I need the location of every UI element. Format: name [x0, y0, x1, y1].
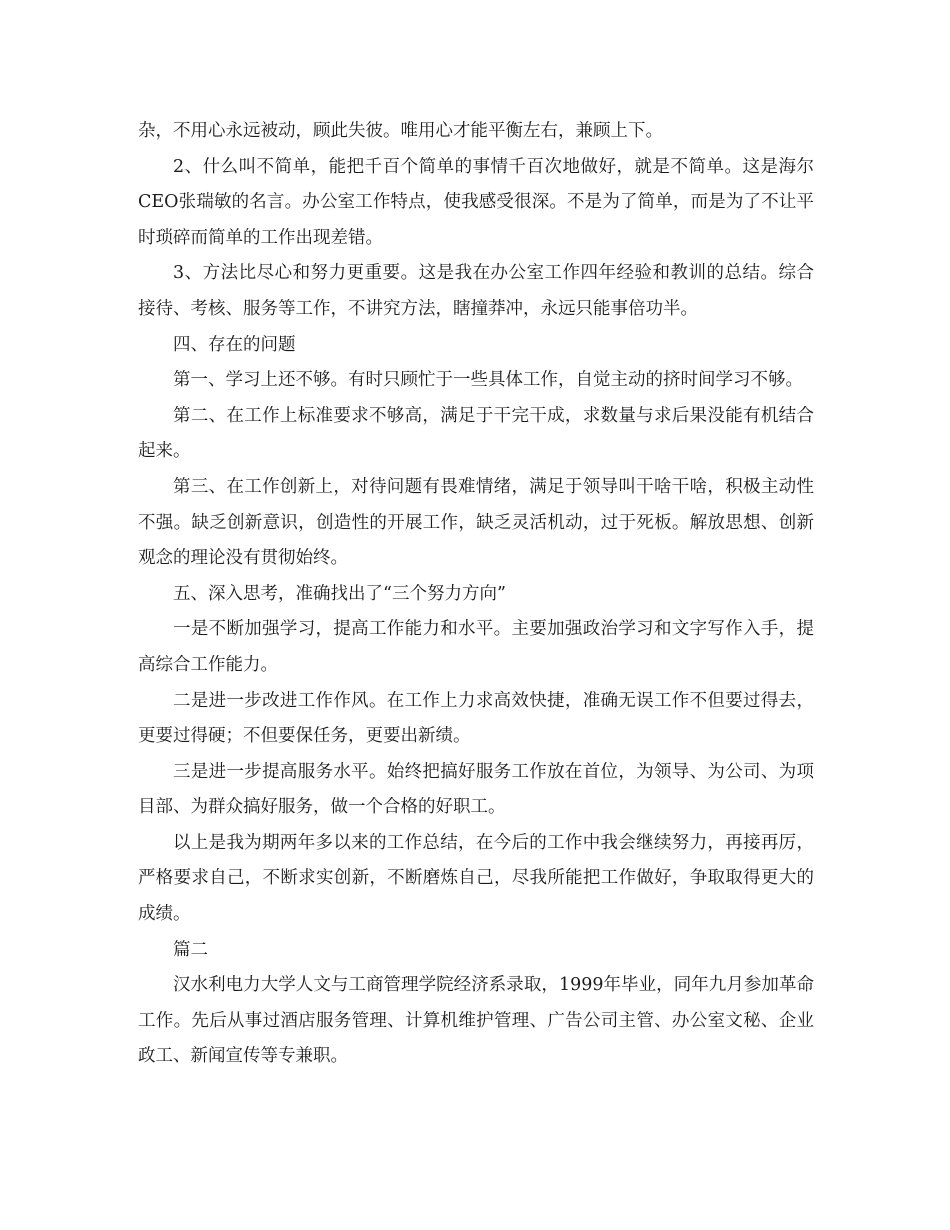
paragraph-1: 杂，不用心永远被动，顾此失彼。唯用心才能平衡左右，兼顾上下。 [138, 121, 663, 141]
section-heading-problems: 四、存在的问题 [173, 334, 296, 355]
paragraph-10: 以上是我为期两年多以来的工作总结，在今后的工作中我会继续努力，再接再厉，严格要求自己，不断求实创新，不断磨炼自己，尽我所能把工作做好，争取取得更大的成绩。 [138, 832, 814, 925]
paragraph-3: 3、方法比尽心和努力更重要。这是我在办公室工作四年经验和教训的总结。综合接待、考核、服务等工作，不讲究方法，瞎撞莽冲，永远只能事倍功半。 [138, 263, 814, 319]
paragraph-8: 二是进一步改进工作作风。在工作上力求高效快捷，准确无误工作不但要过得去，更要过得硬；不但要保任务，更要出新绩。 [138, 690, 814, 747]
paragraph-9: 三是进一步提高服务水平。始终把搞好服务工作放在首位，为领导、为公司、为项目部、为群众搞好服务，做一个合格的好职工。 [138, 761, 814, 818]
paragraph-7: 一是不断加强学习，提高工作能力和水平。主要加强政治学习和文字写作入手，提高综合工作能力。 [138, 619, 814, 675]
section-heading-directions: 五、深入思考，准确找出了“三个努力方向” [173, 583, 506, 604]
paragraph-2: 2、什么叫不简单，能把千百个简单的事情千百次地做好，就是不简单。这是海尔CEO张瑞敏的名言。办公室工作特点，使我感受很深。不是为了简单，而是为了不让平时琐碎而简单的工作出现差错。 [138, 156, 814, 248]
paragraph-4: 第一、学习上还不够。有时只顾忙于一些具体工作，自觉主动的挤时间学习不够。 [173, 370, 803, 391]
paragraph-6: 第三、在工作创新上，对待问题有畏难情绪，满足于领导叫干啥干啥，积极主动性不强。缺乏创新意识，创造性的开展工作，缺乏灵活机动，过于死板。解放思想、创新观念的理论没有贯彻始终。 [138, 476, 814, 569]
section-heading-part-two: 篇二 [173, 939, 208, 960]
document-body [138, 114, 814, 1075]
paragraph-11: 汉水利电力大学人文与工商管理学院经济系录取，1999年毕业，同年九月参加革命工作。先后从事过酒店服务管理、计算机维护管理、广告公司主管、办公室文秘、企业政工、新闻宣传等专兼职。 [138, 975, 814, 1067]
paragraph-5: 第二、在工作上标准要求不够高，满足于干完干成，求数量与求后果没能有机结合起来。 [138, 405, 814, 462]
